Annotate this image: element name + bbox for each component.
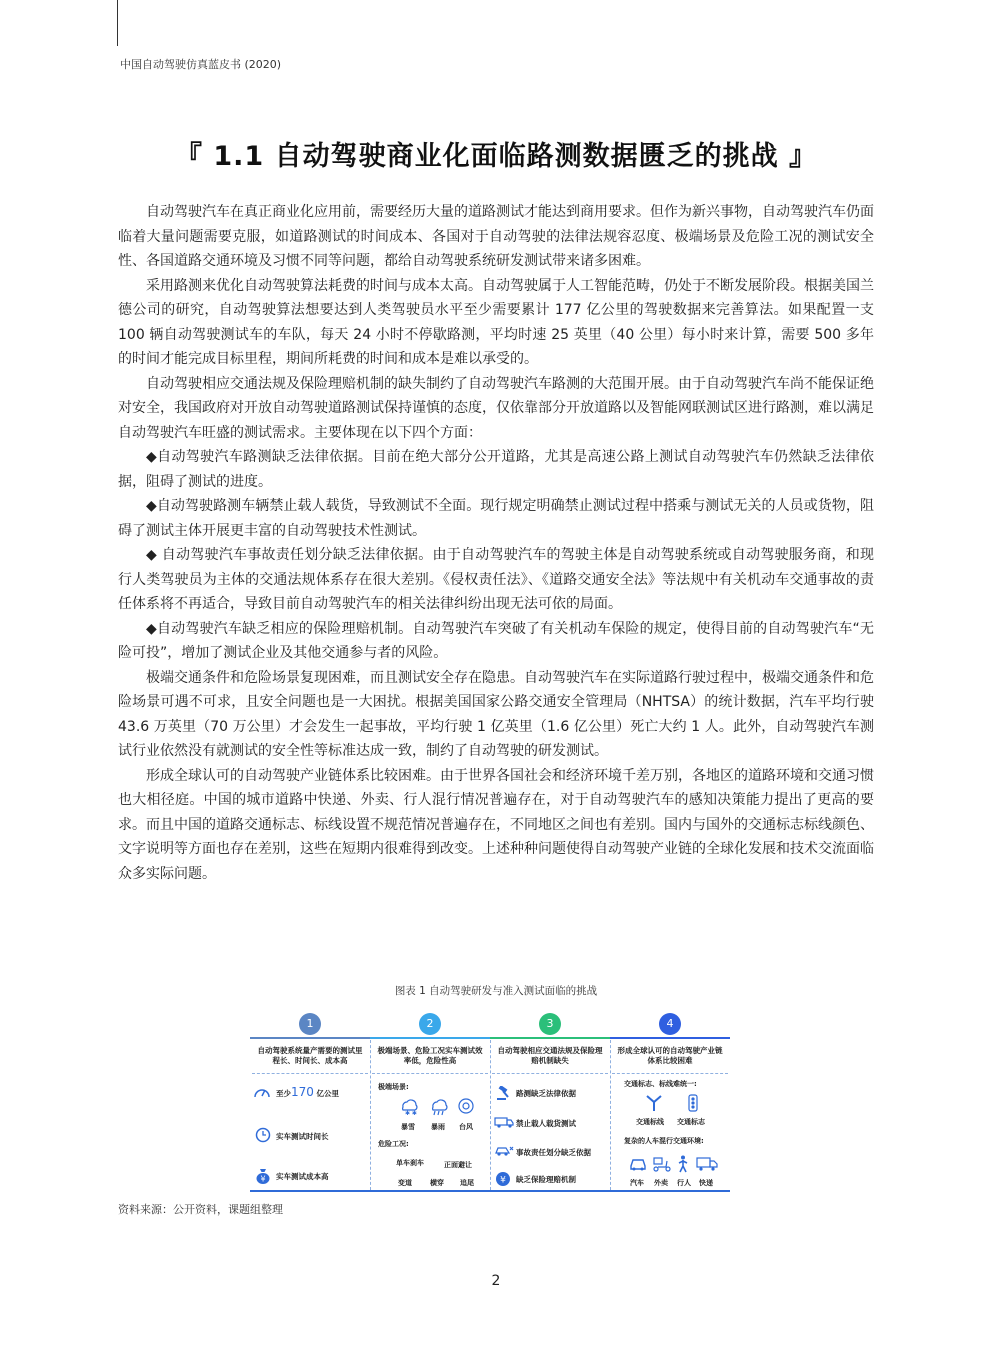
- column-top-rule: [490, 1037, 610, 1039]
- paragraph: 形成全球认可的自动驾驶产业链体系比较困难。由于世界各国社会和经济环境千差万别，各地区的道路环境和交通习惯也大相径庭。中国的城市道路中快递、外卖、行人混行情况普遍存在，对于自动驾驶汽车的感知决策能力提出了更高的要求。而且中国的道路交通标志、标线设置不规范情况普遍存在，不同地区之间也有差别。国内与国外的交通标志标线颜色、文字说明等方面也存在差别，这些在短期内很难得到改变。上述种种问题使得自动驾驶产业链的全球化发展和技术交流面临众多实际问题。: [118, 767, 874, 882]
- figure-bottom-rule: [250, 1190, 730, 1192]
- insurance-icon: [495, 1171, 511, 1187]
- section-title: 『 1.1 自动驾驶商业化面临路测数据匮乏的挑战 』: [174, 141, 818, 172]
- sign-label: 交通标线: [636, 1118, 664, 1126]
- dashed-divider: [612, 1073, 728, 1074]
- step-number-badge: 4: [659, 1013, 681, 1035]
- road-marking-icon: [646, 1094, 662, 1112]
- column-top-rule: [610, 1037, 730, 1039]
- paragraph: 自动驾驶汽车在真正商业化应用前，需要经历大量的道路测试才能达到商用要求。但作为新兴事物，自动驾驶汽车仍面临着大量问题需要克服，如道路测试的时间成本、各国对于自动驾驶的法律法规容忍度、极端场景及危险工况的测试安全性、各国道路交通环境及习惯不同等问题，都给自动驾驶系统研发测试带来诸多困难。: [118, 204, 874, 269]
- pedestrian-icon: [676, 1155, 690, 1173]
- svg-text:¥: ¥: [260, 1174, 266, 1184]
- danger-case: 正面避让: [444, 1161, 472, 1169]
- paragraph: 极端交通条件和危险场景复现困难，而且测试安全存在隐患。自动驾驶汽车在实际道路行驶过程中，极端交通条件和危险场景可遇不可求，且安全问题也是一大困扰。根据美国国家公路交通安全管理局（NHTSA）的统计数据，汽车平均行驶 43.6 万英里（70 万公里）才会发生一起事故，平均行驶 1 亿英里（1.6 亿公里）死亡大约 1 人。此外，自动驾驶汽车测试行业依然没有就测试的安全性等标准达成一致，制约了自动驾驶的研发测试。: [118, 669, 874, 759]
- danger-case: 变道: [398, 1179, 412, 1187]
- money-bag-icon: [255, 1167, 271, 1185]
- dashed-divider: [372, 1073, 488, 1074]
- signs-label: 交通标志、标线难统一:: [624, 1080, 697, 1088]
- mixed-traffic-item: 外卖: [654, 1179, 668, 1187]
- figure-column-4: [610, 1010, 730, 1192]
- danger-case: 单车刹车: [396, 1159, 424, 1167]
- bullet-paragraph: ◆ 自动驾驶汽车事故责任划分缺乏法律依据。由于自动驾驶汽车的驾驶主体是自动驾驶系统或自动驾驶服务商，和现行人类驾驶员为主体的交通法规体系存在很大差别。《侵权责任法》、《道路交通安全法》等法规中有关机动车交通事故的责任体系将不再适合，导致目前自动驾驶汽车的相关法律纠纷出现无法可依的局面。: [118, 547, 874, 612]
- column-heading: 自动驾驶系统量产需要的测试里程长、时间长、成本高: [257, 1046, 363, 1065]
- danger-case: 追尾: [460, 1179, 474, 1187]
- sign-label: 交通标志: [677, 1118, 705, 1126]
- mixed-traffic-item: 快递: [699, 1179, 713, 1187]
- figure-column-1: [250, 1010, 370, 1192]
- law-item: 禁止载人载货测试: [516, 1119, 576, 1128]
- test-time-label: 实车测试时间长: [276, 1132, 329, 1141]
- column-heading: 极端场景、危险工况实车测试效率低，危险性高: [377, 1046, 483, 1065]
- weather-label: 暴雪: [401, 1123, 415, 1131]
- challenges-figure: [250, 1010, 730, 1192]
- mixed-traffic-item: 汽车: [630, 1179, 644, 1187]
- step-number-badge: 1: [299, 1013, 321, 1035]
- column-top-rule: [250, 1037, 370, 1039]
- delivery-truck-icon: [696, 1156, 718, 1172]
- mixed-traffic-label: 复杂的人车混行交通环境:: [624, 1137, 704, 1145]
- mixed-traffic-item: 行人: [677, 1179, 691, 1187]
- bullet-paragraph: ◆自动驾驶汽车路测缺乏法律依据。目前在绝大部分公开道路，尤其是高速公路上测试自动驾驶汽车仍然缺乏法律依据，阻碍了测试的进度。: [118, 449, 874, 490]
- bullet-paragraph: ◆自动驾驶路测车辆禁止载人载货，导致测试不全面。现行规定明确禁止测试过程中搭乘与测试无关的人员或货物，阻碍了测试主体开展更丰富的自动驾驶技术性测试。: [118, 498, 874, 539]
- paragraph: 采用路测来优化自动驾驶算法耗费的时间与成本太高。自动驾驶属于人工智能范畴，仍处于不断发展阶段。根据美国兰德公司的研究，自动驾驶算法想要达到人类驾驶员水平至少需要累计 177 亿公里的驾驶数据来完善算法。如果配置一支 100 辆自动驾驶测试车的车队，每天 24 小时不停歇路测，平均时速 25 英里（40 公里）每小时来计算，需要 500 多年的时间才能完成目标里程，期间所耗费的时间和成本是难以承受的。: [118, 277, 874, 367]
- figure-source: 资料来源：公开资料，课题组整理: [118, 1203, 283, 1216]
- body-text: [118, 200, 874, 886]
- car-crash-icon: [494, 1145, 514, 1157]
- figure-caption: 图表 1 自动驾驶研发与准入测试面临的挑战: [394, 985, 598, 997]
- danger-case-label: 危险工况:: [378, 1140, 409, 1148]
- mileage-text: 至少170 亿公里: [276, 1085, 340, 1099]
- traffic-light-icon: [686, 1094, 700, 1112]
- dashed-divider: [252, 1073, 368, 1074]
- test-cost-label: 实车测试成本高: [276, 1172, 329, 1181]
- step-number-badge: 3: [539, 1013, 561, 1035]
- svg-text:¥: ¥: [500, 1175, 506, 1186]
- svg-text:✱ ✱: ✱ ✱: [405, 1110, 417, 1116]
- law-item: 缺乏保险理赔机制: [516, 1175, 576, 1184]
- header-rule: [117, 0, 118, 46]
- gavel-icon: [496, 1086, 512, 1100]
- clock-icon: [255, 1127, 271, 1143]
- paragraph: 自动驾驶相应交通法规及保险理赔机制的缺失制约了自动驾驶汽车路测的大范围开展。由于自动驾驶汽车尚不能保证绝对安全，我国政府对开放自动驾驶道路测试保持谨慎的态度，仅依靠部分开放道路以及智能网联测试区进行路测，难以满足自动驾驶汽车旺盛的测试需求。主要体现在以下四个方面：: [118, 375, 874, 441]
- bullet-paragraph: ◆自动驾驶汽车缺乏相应的保险理赔机制。自动驾驶汽车突破了有关机动车保险的规定，使得目前的自动驾驶汽车“无险可投”，增加了测试企业及其他交通参与者的风险。: [118, 620, 874, 661]
- rain-icon: [428, 1098, 450, 1116]
- column-top-rule: [370, 1037, 490, 1039]
- weather-label: 台风: [459, 1123, 473, 1131]
- truck-icon: [494, 1116, 514, 1128]
- step-number-badge: 2: [419, 1013, 441, 1035]
- danger-case: 横穿: [430, 1179, 444, 1187]
- speedometer-icon: [253, 1084, 271, 1100]
- car-icon: [629, 1157, 647, 1171]
- scooter-icon: [652, 1156, 672, 1172]
- running-header: 中国自动驾驶仿真蓝皮书 (2020): [120, 58, 282, 71]
- law-item: 事故责任划分缺乏依据: [516, 1148, 591, 1157]
- page-number: 2: [491, 1273, 501, 1289]
- column-heading: 形成全球认可的自动驾驶产业链体系比较困难: [617, 1046, 723, 1065]
- snow-icon: [398, 1098, 420, 1116]
- weather-label: 暴雨: [431, 1123, 445, 1131]
- typhoon-icon: [457, 1097, 475, 1115]
- figure-column-2: [370, 1010, 490, 1192]
- dashed-divider: [492, 1073, 608, 1074]
- figure-column-3: [490, 1010, 610, 1192]
- law-item: 路测缺乏法律依据: [516, 1089, 576, 1098]
- column-heading: 自动驾驶相应交通法规及保险理赔机制缺失: [497, 1046, 603, 1065]
- extreme-scene-label: 极端场景:: [378, 1083, 409, 1091]
